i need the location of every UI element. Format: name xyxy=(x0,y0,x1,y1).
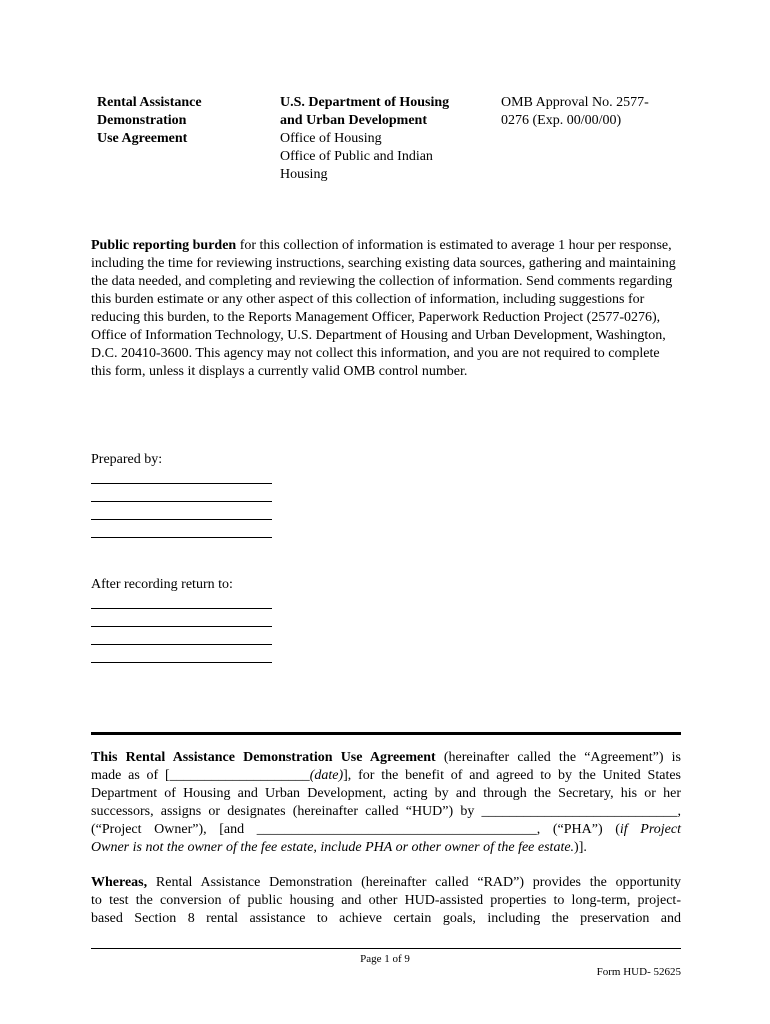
burden-lead: Public reporting burden xyxy=(91,238,237,253)
agreement-line: Department of Housing and Urban Development, acting by and through the Secretary, his or her xyxy=(91,786,681,801)
return-to-label: After recording return to: xyxy=(91,577,233,592)
agreement-line: This Rental Assistance Demonstration Use Agreement (hereinafter called the “Agreement”) is xyxy=(91,750,681,765)
form-number: Form HUD- 52625 xyxy=(596,966,681,978)
whereas-line: Whereas, Rental Assistance Demonstration (hereinafter called “RAD”) provides the opportunity xyxy=(91,875,681,890)
agreement-line: successors, assigns or designates (hereinafter called “HUD”) by ____________________________, xyxy=(91,804,681,819)
agency-block: U.S. Department of Housing and Urban Development Office of Housing Office of Public and Indian Housing xyxy=(280,95,450,182)
agreement-line: made as of [____________________(date)], for the benefit of and agreed to by the United States xyxy=(91,768,681,783)
return-to-line[interactable] xyxy=(91,626,272,627)
return-to-line[interactable] xyxy=(91,644,272,645)
agreement-paragraph xyxy=(91,749,681,857)
prepared-by-label: Prepared by: xyxy=(91,452,163,467)
agreement-line: Owner is not the owner of the fee estate, include PHA or other owner of the fee estate.)]. xyxy=(91,840,587,855)
omb-approval: OMB Approval No. 2577- 0276 (Exp. 00/00/00) xyxy=(501,95,649,128)
prepared-by-line[interactable] xyxy=(91,519,272,520)
prepared-by-line[interactable] xyxy=(91,537,272,538)
whereas-line: to test the conversion of public housing and other HUD-assisted properties to long-term, project- xyxy=(91,893,681,908)
return-to-line[interactable] xyxy=(91,608,272,609)
section-divider xyxy=(91,732,681,735)
prepared-by-line[interactable] xyxy=(91,483,272,484)
agreement-line: (“Project Owner”), [and ________________________________________, (“PHA”) (if Project xyxy=(91,822,681,837)
return-to-line[interactable] xyxy=(91,662,272,663)
footer-divider xyxy=(91,948,681,949)
whereas-paragraph xyxy=(91,874,681,928)
burden-text: for this collection of information is estimated to average 1 hour per response, including the time for reviewing instructions, searching existing data sources, gathering and maintaining the data needed, and completing and reviewing the collection of information. Send comments regarding this burden estimate or any other aspect of this collection of information, including suggestions for reducing this burden, to the Reports Management Officer, Paperwork Reduction Project (2577-0276), Office of Information Technology, U.S. Department of Housing and Urban Development, Washington, D.C. 20410-3600. This agency may not collect this information, and you are not required to complete this form, unless it displays a currently valid OMB control number. xyxy=(91,238,676,379)
whereas-line: based Section 8 rental assistance to achieve certain goals, including the preservation and xyxy=(91,911,681,926)
prepared-by-line[interactable] xyxy=(91,501,272,502)
burden-statement xyxy=(91,237,681,381)
page-number: Page 1 of 9 xyxy=(360,953,410,965)
form-title: Rental Assistance Demonstration Use Agreement xyxy=(97,95,202,146)
